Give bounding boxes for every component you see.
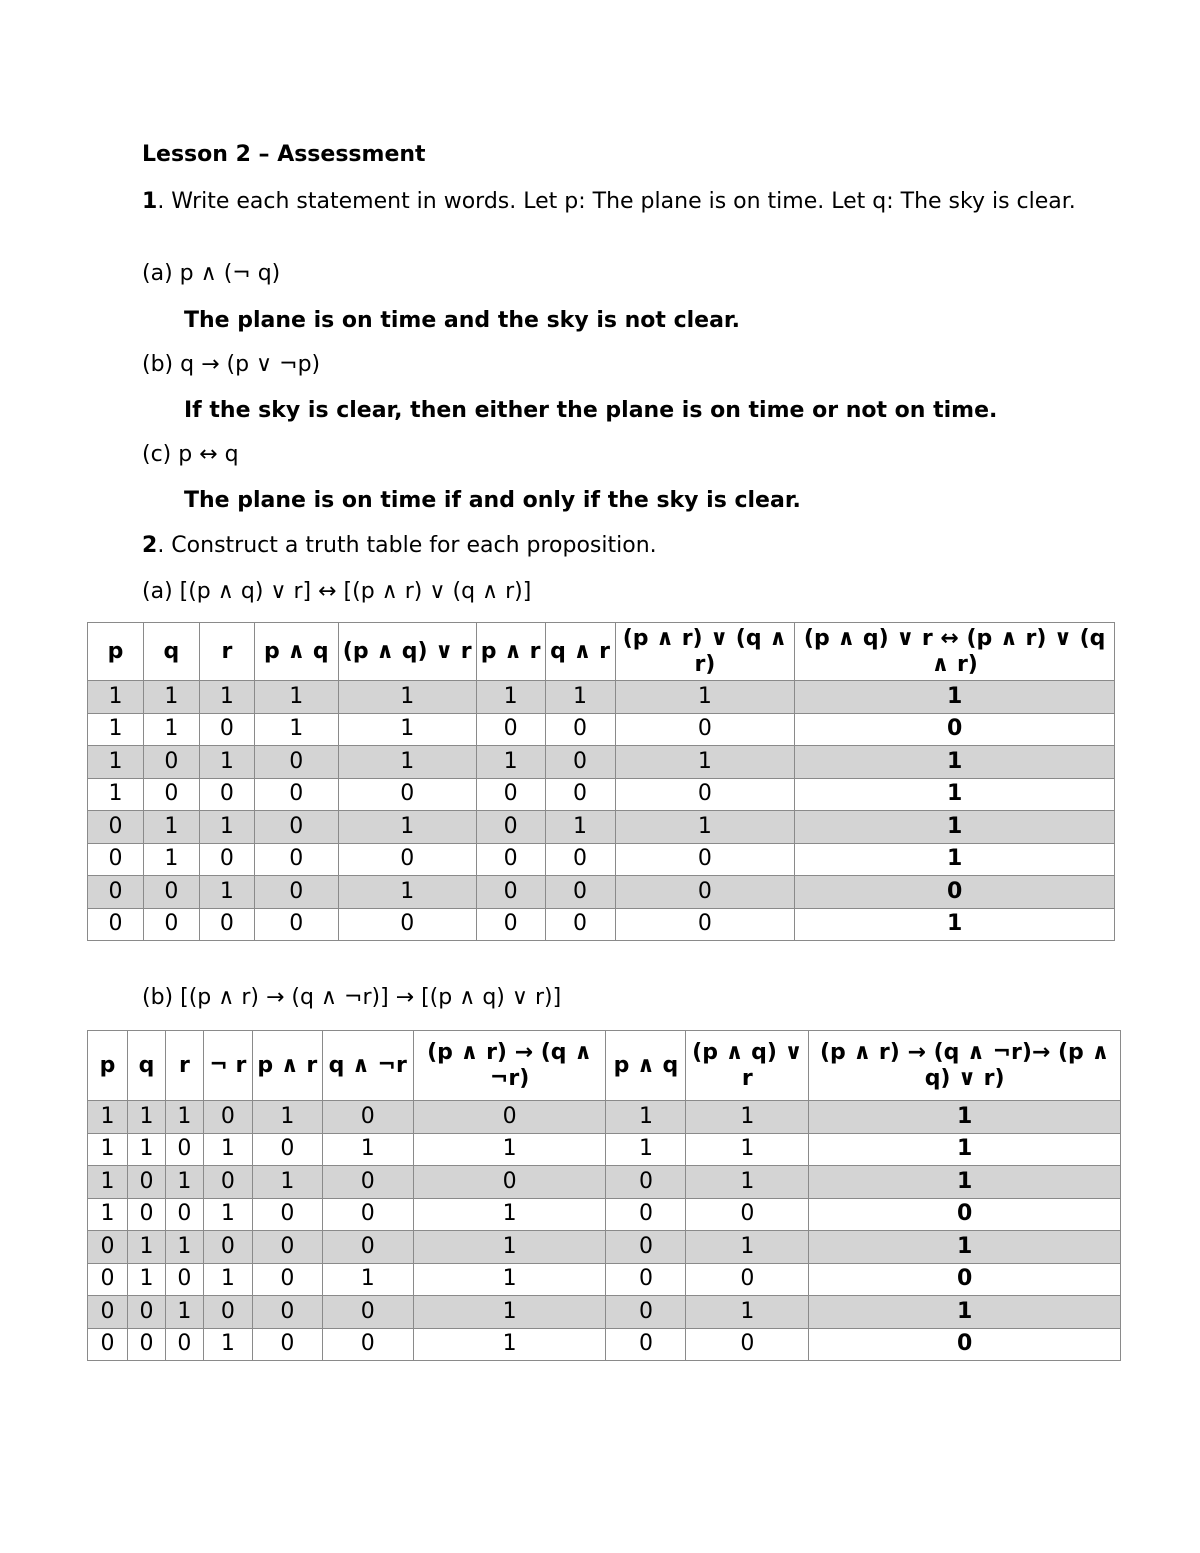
- table-cell: 0: [252, 1198, 322, 1231]
- table-cell: 1: [203, 1133, 252, 1166]
- table-cell: 0: [545, 908, 615, 941]
- table-cell: 0: [143, 908, 199, 941]
- table-row: [88, 1133, 1121, 1166]
- table-cell: 0: [322, 1231, 413, 1264]
- table-cell: 0: [686, 1328, 809, 1361]
- result-cell: 1: [809, 1166, 1121, 1199]
- table-cell: 0: [338, 908, 476, 941]
- table-cell: 1: [322, 1133, 413, 1166]
- table-cell: 0: [127, 1296, 165, 1329]
- table-cell: 1: [143, 811, 199, 844]
- table-cell: 1: [413, 1263, 606, 1296]
- table-cell: 1: [686, 1231, 809, 1264]
- column-header: q ∧ r: [545, 623, 615, 681]
- column-header: (p ∧ q) ∨ r ↔ (p ∧ r) ∨ (q ∧ r): [795, 623, 1115, 681]
- table-cell: 0: [88, 908, 144, 941]
- question-1-prompt: [142, 187, 1082, 216]
- table-row: [88, 746, 1115, 779]
- table-cell: 0: [203, 1101, 252, 1134]
- table-cell: 0: [165, 1133, 203, 1166]
- column-header: (p ∧ r) ∨ (q ∧ r): [615, 623, 795, 681]
- column-header: (p ∧ q) ∨ r: [686, 1031, 809, 1101]
- table-cell: 1: [88, 1101, 128, 1134]
- table-cell: 0: [322, 1166, 413, 1199]
- table-cell: 1: [606, 1133, 686, 1166]
- table-cell: 0: [322, 1101, 413, 1134]
- column-header: p: [88, 623, 144, 681]
- table-cell: 0: [615, 843, 795, 876]
- table-row: [88, 713, 1115, 746]
- table-row: [88, 1198, 1121, 1231]
- table-cell: 1: [252, 1101, 322, 1134]
- table-cell: 1: [338, 713, 476, 746]
- result-cell: 1: [809, 1231, 1121, 1264]
- result-cell: 1: [795, 746, 1115, 779]
- table-cell: 0: [476, 713, 545, 746]
- table-cell: 1: [476, 746, 545, 779]
- table-cell: 1: [338, 681, 476, 714]
- question-1-text: . Write each statement in words. Let p: The plane is on time. Let q: The sky is clear.: [157, 189, 1076, 214]
- table-cell: 1: [338, 811, 476, 844]
- table-cell: 0: [254, 746, 338, 779]
- result-cell: 0: [795, 713, 1115, 746]
- question-1a-answer: The plane is on time and the sky is not clear.: [184, 308, 740, 333]
- table-cell: 0: [476, 811, 545, 844]
- table-cell: 1: [545, 811, 615, 844]
- table-cell: 0: [338, 778, 476, 811]
- table-cell: 0: [545, 843, 615, 876]
- column-header: r: [199, 623, 254, 681]
- question-2-prompt: [142, 533, 657, 558]
- table-cell: 0: [165, 1328, 203, 1361]
- column-header: q: [127, 1031, 165, 1101]
- table-cell: 0: [615, 876, 795, 909]
- table-cell: 0: [88, 876, 144, 909]
- result-cell: 1: [795, 811, 1115, 844]
- table-cell: 0: [127, 1198, 165, 1231]
- table-cell: 1: [203, 1198, 252, 1231]
- table-cell: 0: [165, 1263, 203, 1296]
- table-cell: 0: [252, 1231, 322, 1264]
- table-cell: 1: [199, 811, 254, 844]
- table-cell: 0: [88, 1231, 128, 1264]
- table-cell: 0: [143, 876, 199, 909]
- table-cell: 0: [88, 1328, 128, 1361]
- table-cell: 1: [199, 681, 254, 714]
- table-cell: 1: [413, 1231, 606, 1264]
- table-cell: 0: [322, 1198, 413, 1231]
- table-cell: 0: [322, 1296, 413, 1329]
- table-header-row: [88, 1031, 1121, 1101]
- table-cell: 0: [606, 1328, 686, 1361]
- result-cell: 1: [795, 681, 1115, 714]
- result-cell: 1: [795, 908, 1115, 941]
- table-cell: 1: [686, 1101, 809, 1134]
- question-1c-statement: (c) p ↔ q: [142, 442, 239, 467]
- table-cell: 0: [413, 1101, 606, 1134]
- table-row: [88, 1231, 1121, 1264]
- question-2a-proposition: (a) [(p ∧ q) ∨ r] ↔ [(p ∧ r) ∨ (q ∧ r)]: [142, 579, 532, 604]
- table-cell: 0: [606, 1231, 686, 1264]
- table-cell: 0: [252, 1328, 322, 1361]
- table-cell: 1: [165, 1296, 203, 1329]
- table-cell: 1: [338, 746, 476, 779]
- column-header: (p ∧ q) ∨ r: [338, 623, 476, 681]
- table-cell: 1: [476, 681, 545, 714]
- table-cell: 1: [127, 1263, 165, 1296]
- table-cell: 0: [686, 1198, 809, 1231]
- column-header: p ∧ r: [252, 1031, 322, 1101]
- table-cell: 1: [322, 1263, 413, 1296]
- table-cell: 0: [615, 713, 795, 746]
- table-row: [88, 1263, 1121, 1296]
- table-cell: 0: [606, 1263, 686, 1296]
- result-cell: 1: [795, 843, 1115, 876]
- column-header: (p ∧ r) → (q ∧ ¬r): [413, 1031, 606, 1101]
- table-row: [88, 843, 1115, 876]
- table-row: [88, 1166, 1121, 1199]
- column-header: (p ∧ r) → (q ∧ ¬r)→ (p ∧ q) ∨ r): [809, 1031, 1121, 1101]
- table-cell: 0: [127, 1166, 165, 1199]
- question-1c-answer: The plane is on time if and only if the sky is clear.: [184, 488, 801, 513]
- question-2-text: . Construct a truth table for each proposition.: [157, 533, 657, 558]
- table-cell: 0: [322, 1328, 413, 1361]
- table-cell: 0: [254, 908, 338, 941]
- table-cell: 0: [615, 908, 795, 941]
- table-cell: 0: [338, 843, 476, 876]
- table-cell: 0: [254, 876, 338, 909]
- table-cell: 1: [88, 778, 144, 811]
- page-title: Lesson 2 – Assessment: [142, 142, 426, 167]
- table-cell: 1: [143, 681, 199, 714]
- truth-table-b: [87, 1030, 1121, 1361]
- table-cell: 1: [413, 1296, 606, 1329]
- result-cell: 1: [795, 778, 1115, 811]
- table-header-row: [88, 623, 1115, 681]
- table-cell: 0: [413, 1166, 606, 1199]
- table-cell: 0: [88, 1263, 128, 1296]
- table-cell: 0: [88, 1296, 128, 1329]
- table-cell: 0: [686, 1263, 809, 1296]
- table-cell: 1: [606, 1101, 686, 1134]
- table-cell: 1: [88, 1166, 128, 1199]
- column-header: r: [165, 1031, 203, 1101]
- table-cell: 0: [545, 778, 615, 811]
- result-cell: 1: [809, 1133, 1121, 1166]
- table-cell: 1: [88, 681, 144, 714]
- table-row: [88, 681, 1115, 714]
- table-cell: 1: [615, 811, 795, 844]
- table-cell: 0: [606, 1198, 686, 1231]
- column-header: p ∧ r: [476, 623, 545, 681]
- table-cell: 0: [203, 1296, 252, 1329]
- column-header: q ∧ ¬r: [322, 1031, 413, 1101]
- table-cell: 1: [199, 876, 254, 909]
- table-cell: 0: [165, 1198, 203, 1231]
- table-cell: 1: [165, 1101, 203, 1134]
- table-cell: 1: [615, 681, 795, 714]
- result-cell: 1: [809, 1296, 1121, 1329]
- table-cell: 1: [127, 1133, 165, 1166]
- table-cell: 1: [413, 1198, 606, 1231]
- result-cell: 0: [809, 1198, 1121, 1231]
- table-row: [88, 778, 1115, 811]
- truth-table-a: [87, 622, 1115, 941]
- table-cell: 0: [476, 908, 545, 941]
- table-cell: 0: [254, 843, 338, 876]
- table-row: [88, 876, 1115, 909]
- table-cell: 0: [545, 746, 615, 779]
- table-cell: 1: [203, 1328, 252, 1361]
- table-cell: 1: [88, 746, 144, 779]
- table-cell: 1: [127, 1101, 165, 1134]
- question-1-number: 1: [142, 189, 158, 214]
- table-cell: 0: [199, 713, 254, 746]
- table-cell: 0: [203, 1231, 252, 1264]
- table-cell: 1: [254, 681, 338, 714]
- table-row: [88, 1328, 1121, 1361]
- table-cell: 1: [686, 1133, 809, 1166]
- table-cell: 0: [476, 876, 545, 909]
- table-cell: 1: [143, 713, 199, 746]
- table-cell: 1: [338, 876, 476, 909]
- table-row: [88, 908, 1115, 941]
- table-cell: 0: [476, 778, 545, 811]
- table-cell: 0: [88, 843, 144, 876]
- table-cell: 1: [127, 1231, 165, 1264]
- table-cell: 1: [88, 713, 144, 746]
- result-cell: 0: [795, 876, 1115, 909]
- table-cell: 0: [252, 1263, 322, 1296]
- table-cell: 0: [606, 1166, 686, 1199]
- question-2b-proposition: (b) [(p ∧ r) → (q ∧ ¬r)] → [(p ∧ q) ∨ r)]: [142, 985, 562, 1010]
- table-cell: 1: [199, 746, 254, 779]
- result-cell: 0: [809, 1263, 1121, 1296]
- table-cell: 1: [88, 1133, 128, 1166]
- table-cell: 0: [199, 908, 254, 941]
- table-cell: 1: [686, 1296, 809, 1329]
- table-cell: 1: [165, 1166, 203, 1199]
- table-cell: 0: [476, 843, 545, 876]
- column-header: p ∧ q: [254, 623, 338, 681]
- table-cell: 0: [252, 1133, 322, 1166]
- table-cell: 1: [545, 681, 615, 714]
- question-1b-statement: (b) q → (p ∨ ¬p): [142, 352, 321, 377]
- table-cell: 0: [199, 778, 254, 811]
- table-cell: 1: [203, 1263, 252, 1296]
- table-cell: 1: [88, 1198, 128, 1231]
- table-cell: 1: [686, 1166, 809, 1199]
- table-cell: 0: [252, 1296, 322, 1329]
- table-cell: 0: [545, 876, 615, 909]
- table-cell: 0: [199, 843, 254, 876]
- table-row: [88, 1296, 1121, 1329]
- table-cell: 0: [615, 778, 795, 811]
- table-cell: 0: [606, 1296, 686, 1329]
- column-header: ¬ r: [203, 1031, 252, 1101]
- table-cell: 0: [88, 811, 144, 844]
- table-row: [88, 811, 1115, 844]
- table-cell: 1: [413, 1328, 606, 1361]
- column-header: p: [88, 1031, 128, 1101]
- question-1b-answer: If the sky is clear, then either the plane is on time or not on time.: [184, 398, 998, 423]
- table-cell: 0: [143, 778, 199, 811]
- table-cell: 1: [252, 1166, 322, 1199]
- table-row: [88, 1101, 1121, 1134]
- table-cell: 1: [413, 1133, 606, 1166]
- column-header: p ∧ q: [606, 1031, 686, 1101]
- question-2-number: 2: [142, 533, 158, 558]
- result-cell: 1: [809, 1101, 1121, 1134]
- table-cell: 0: [545, 713, 615, 746]
- table-cell: 1: [143, 843, 199, 876]
- table-cell: 1: [165, 1231, 203, 1264]
- column-header: q: [143, 623, 199, 681]
- table-cell: 0: [254, 778, 338, 811]
- table-cell: 1: [254, 713, 338, 746]
- table-cell: 0: [254, 811, 338, 844]
- table-cell: 0: [143, 746, 199, 779]
- question-1a-statement: (a) p ∧ (¬ q): [142, 261, 281, 286]
- table-cell: 0: [127, 1328, 165, 1361]
- result-cell: 0: [809, 1328, 1121, 1361]
- table-cell: 1: [615, 746, 795, 779]
- table-cell: 0: [203, 1166, 252, 1199]
